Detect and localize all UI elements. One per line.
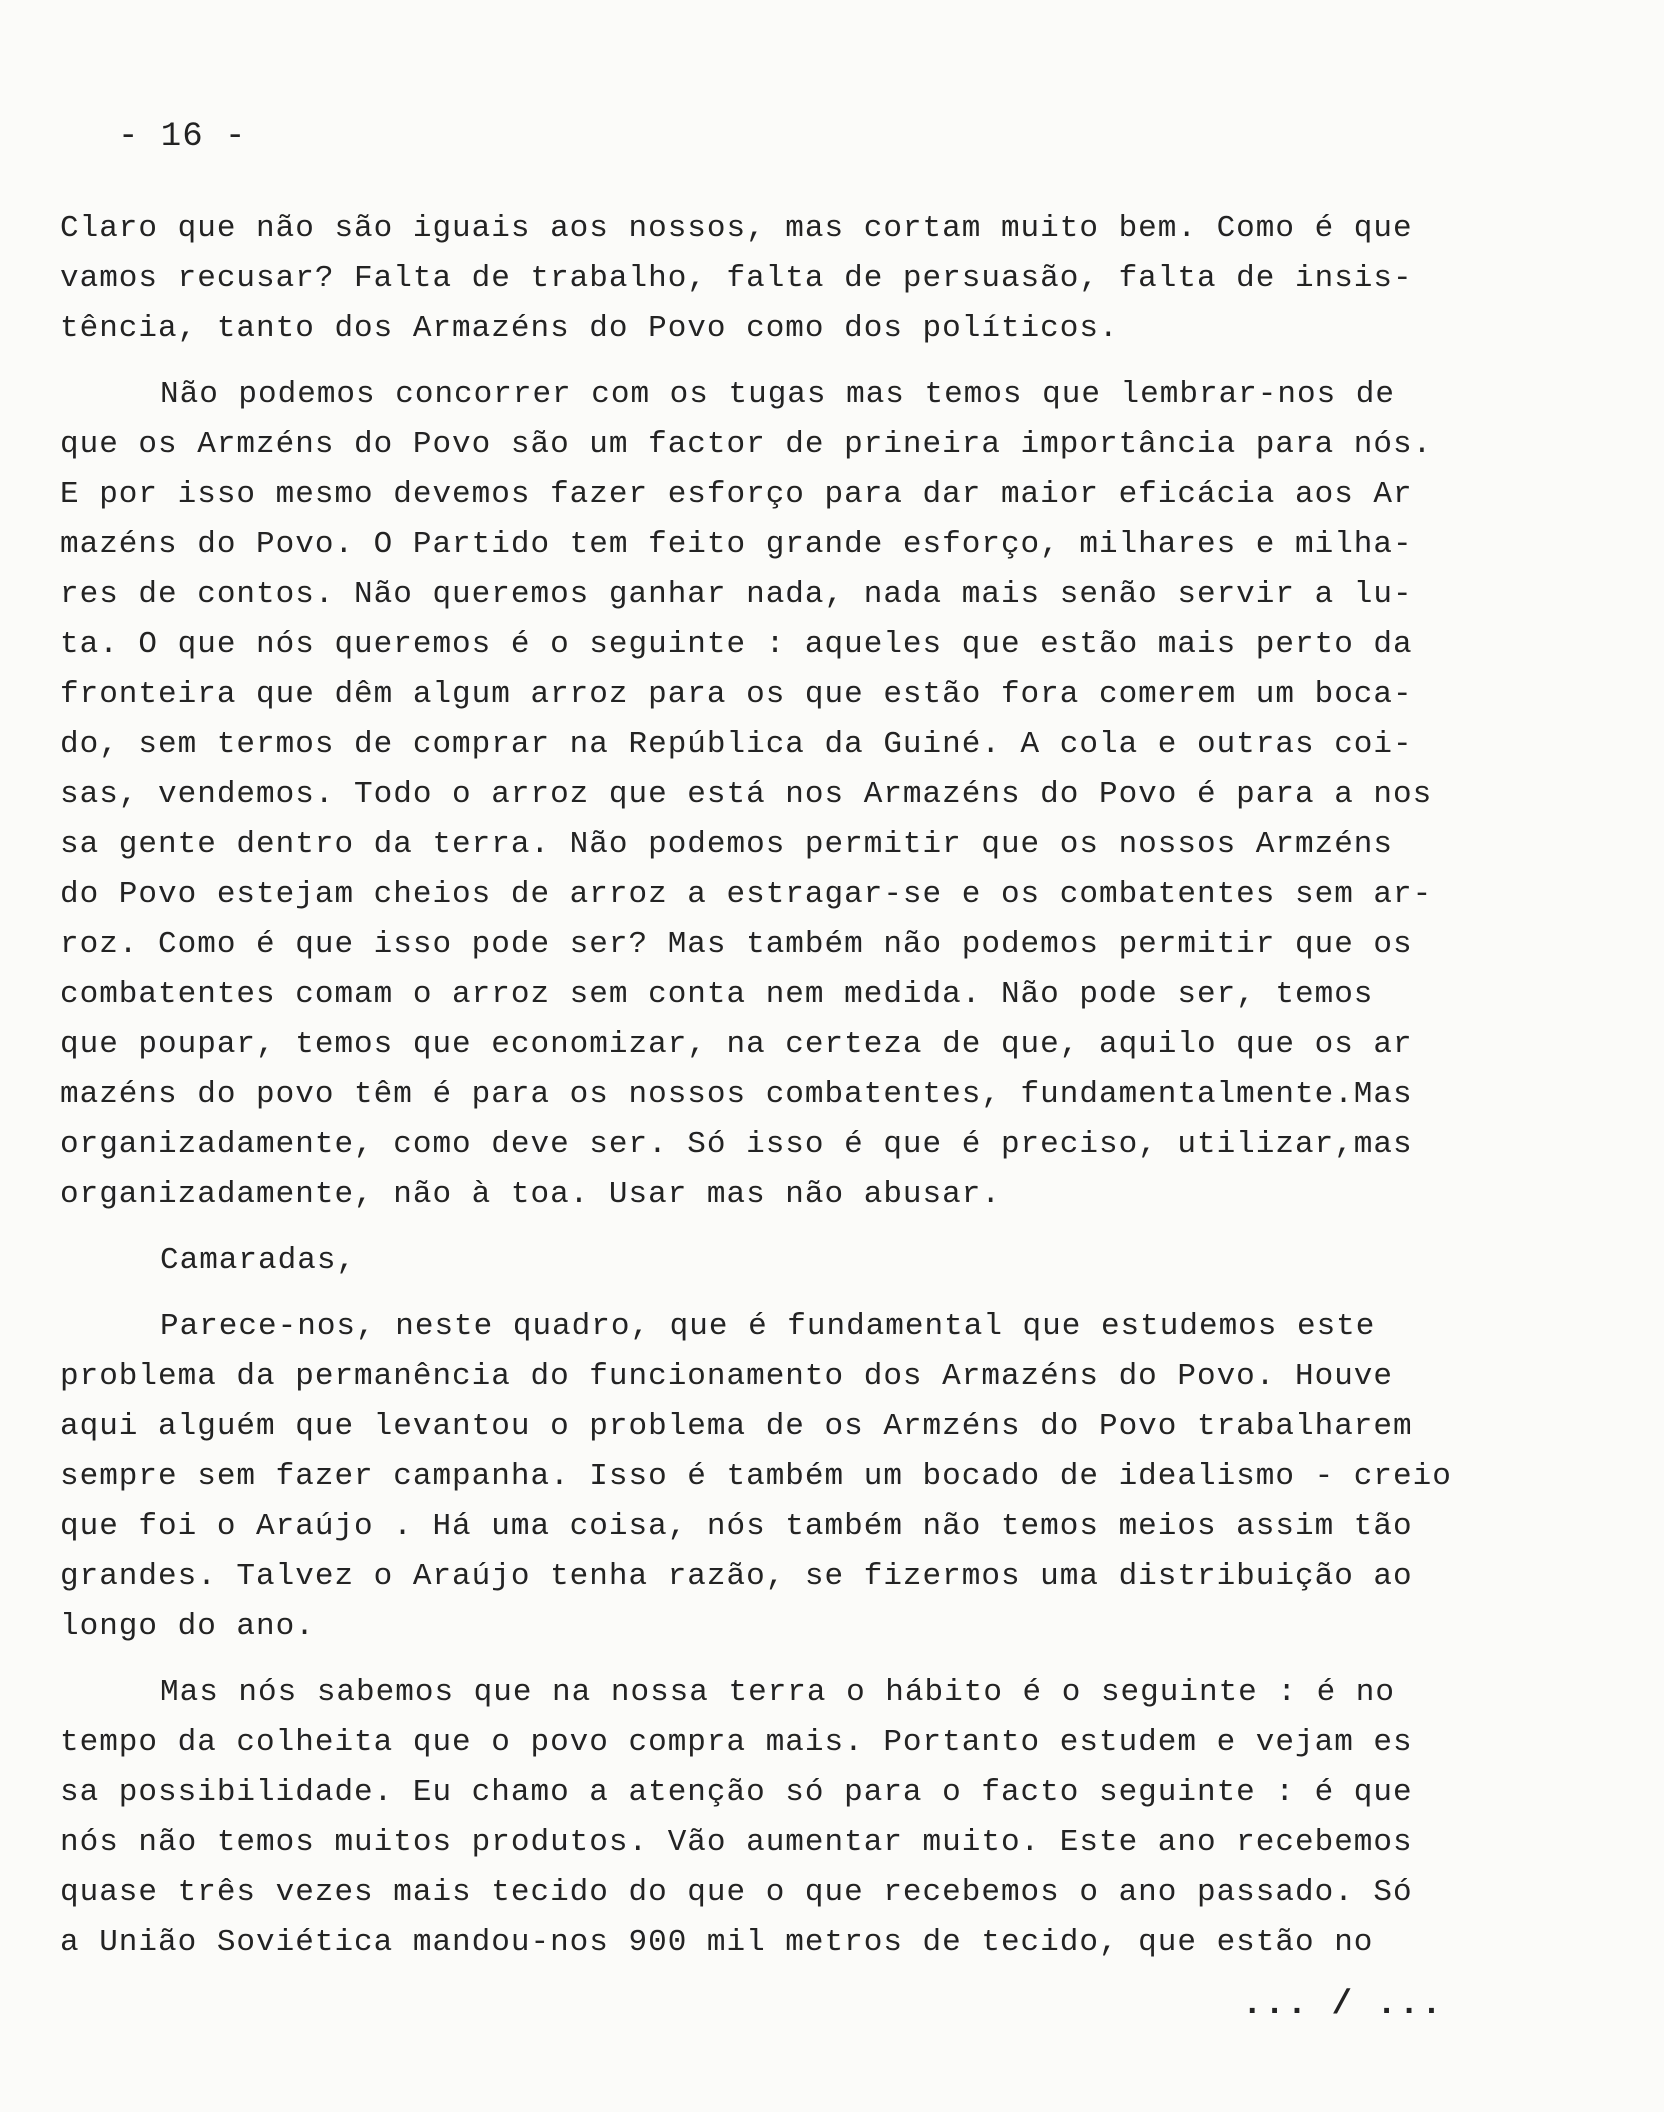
text-line: que foi o Araújo . Há uma coisa, nós também não temos meios assim tão [60, 1509, 1413, 1544]
text-line: Mas nós sabemos que na nossa terra o hábito é o seguinte : é no [160, 1675, 1395, 1710]
paragraph [60, 1302, 1480, 1652]
text-line: E por isso mesmo devemos fazer esforço para dar maior eficácia aos Ar [60, 477, 1413, 512]
text-line: do, sem termos de comprar na República da Guiné. A cola e outras coi- [60, 727, 1413, 762]
text-line: Claro que não são iguais aos nossos, mas cortam muito bem. Como é que [60, 211, 1413, 246]
text-line: Parece-nos, neste quadro, que é fundamental que estudemos este [160, 1309, 1376, 1344]
text-line: problema da permanência do funcionamento dos Armazéns do Povo. Houve [60, 1359, 1394, 1394]
text-line: que os Armzéns do Povo são um factor de prineira importância para nós. [60, 427, 1433, 462]
text-line: organizadamente, não à toa. Usar mas não abusar. [60, 1177, 1001, 1212]
text-line: sa gente dentro da terra. Não podemos permitir que os nossos Armzéns [60, 827, 1394, 862]
paragraph [60, 1668, 1480, 1968]
text-line: a União Soviética mandou-nos 900 mil metros de tecido, que estão no [60, 1925, 1374, 1960]
text-line: roz. Como é que isso pode ser? Mas também não podemos permitir que os [60, 927, 1413, 962]
text-line: que poupar, temos que economizar, na certeza de que, aquilo que os ar [60, 1027, 1413, 1062]
text-line: sas, vendemos. Todo o arroz que está nos Armazéns do Povo é para a nos [60, 777, 1433, 812]
text-line: tência, tanto dos Armazéns do Povo como dos políticos. [60, 311, 1119, 346]
text-line: mazéns do Povo. O Partido tem feito grande esforço, milhares e milha- [60, 527, 1413, 562]
text-line: longo do ano. [60, 1609, 315, 1644]
text-line: nós não temos muitos produtos. Vão aumentar muito. Este ano recebemos [60, 1825, 1413, 1860]
text-line: vamos recusar? Falta de trabalho, falta de persuasão, falta de insis- [60, 261, 1413, 296]
text-line: mazéns do povo têm é para os nossos combatentes, fundamentalmente.Mas [60, 1077, 1413, 1112]
text-line: Não podemos concorrer com os tugas mas temos que lembrar-nos de [160, 377, 1395, 412]
text-line: ta. O que nós queremos é o seguinte : aqueles que estão mais perto da [60, 627, 1413, 662]
text-line: sa possibilidade. Eu chamo a atenção só para o facto seguinte : é que [60, 1775, 1413, 1810]
continuation-marker: ... / ... [1242, 1986, 1444, 2024]
text-line: grandes. Talvez o Araújo tenha razão, se fizermos uma distribuição ao [60, 1559, 1413, 1594]
body-text [60, 204, 1480, 1984]
paragraph [60, 370, 1480, 1220]
paragraph [60, 204, 1480, 354]
page-number: - 16 - [118, 118, 247, 156]
text-line: sempre sem fazer campanha. Isso é também um bocado de idealismo - creio [60, 1459, 1452, 1494]
text-line: do Povo estejam cheios de arroz a estragar-se e os combatentes sem ar- [60, 877, 1433, 912]
text-line: quase três vezes mais tecido do que o que recebemos o ano passado. Só [60, 1875, 1413, 1910]
text-line: tempo da colheita que o povo compra mais. Portanto estudem e vejam es [60, 1725, 1413, 1760]
text-line: aqui alguém que levantou o problema de os Armzéns do Povo trabalharem [60, 1409, 1413, 1444]
text-line: organizadamente, como deve ser. Só isso é que é preciso, utilizar,mas [60, 1127, 1413, 1162]
text-line: combatentes comam o arroz sem conta nem medida. Não pode ser, temos [60, 977, 1374, 1012]
text-line: Camaradas, [160, 1243, 357, 1278]
text-line: fronteira que dêm algum arroz para os que estão fora comerem um boca- [60, 677, 1413, 712]
text-line: res de contos. Não queremos ganhar nada, nada mais senão servir a lu- [60, 577, 1413, 612]
paragraph [60, 1236, 1480, 1286]
